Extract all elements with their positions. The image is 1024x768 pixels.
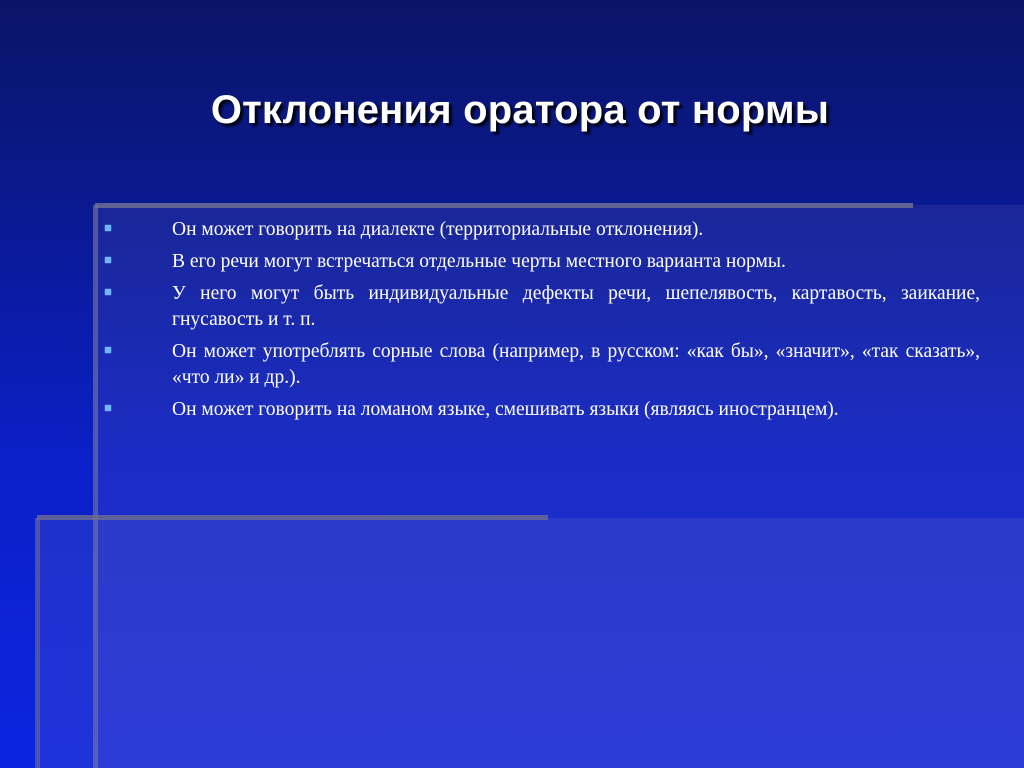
square-bullet-icon (105, 405, 111, 411)
decorative-panel-front-top-edge (37, 515, 548, 520)
bullet-text: У него могут быть индивидуальные дефекты речи, шепелявость, картавость, заикание, гнусавость и т. п. (172, 283, 980, 330)
decorative-panel-front (37, 518, 1024, 768)
bullet-text: Он может говорить на ломаном языке, смешивать языки (являясь иностранцем). (172, 399, 839, 420)
bullet-item (103, 217, 980, 243)
bullet-item (103, 339, 980, 391)
bullet-item (103, 249, 980, 275)
square-bullet-icon (105, 257, 111, 263)
bullet-item (103, 397, 980, 423)
square-bullet-icon (105, 347, 111, 353)
slide-title: Отклонения оратора от нормы (210, 88, 830, 132)
decorative-panel-front-left-edge (35, 518, 40, 768)
square-bullet-icon (105, 289, 111, 295)
square-bullet-icon (105, 225, 111, 231)
bullet-text: Он может употреблять сорные слова (например, в русском: «как бы», «значит», «так сказать», «что ли» и др.). (172, 341, 980, 388)
bullet-text: Он может говорить на диалекте (территориальные отклонения). (172, 219, 704, 240)
bullet-text: В его речи могут встречаться отдельные черты местного варианта нормы. (172, 251, 786, 272)
decorative-panel-back-top-edge (95, 203, 913, 208)
bullet-item (103, 281, 980, 333)
bullet-list (103, 217, 980, 429)
